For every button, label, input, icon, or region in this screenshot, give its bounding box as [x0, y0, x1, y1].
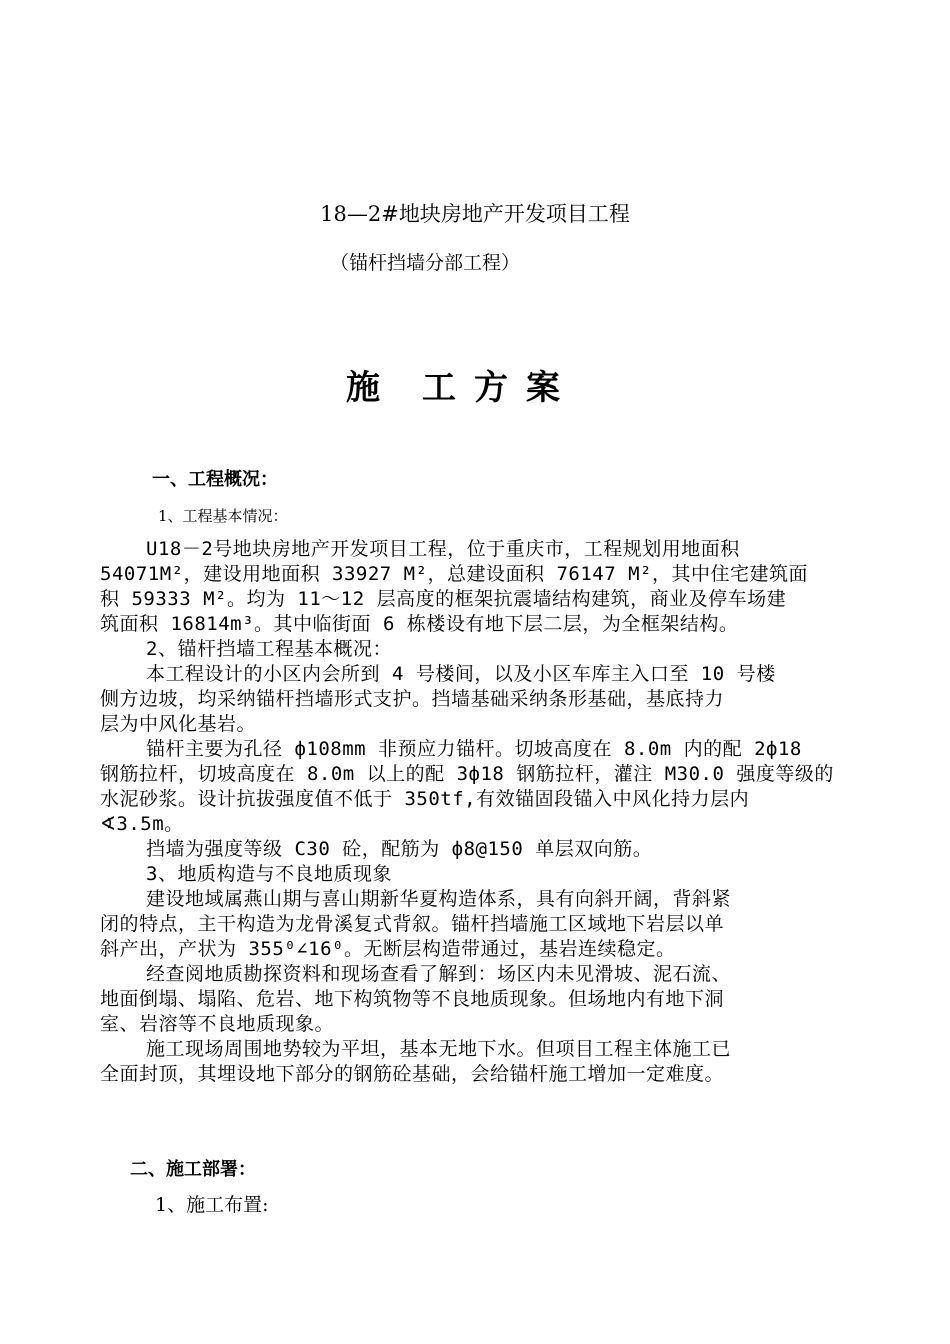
text-line: 施工现场周围地势较为平坦，基本无地下水。但项目工程主体施工已 [146, 1038, 732, 1060]
section-heading-overview: 一、工程概况： [152, 469, 278, 490]
subheading-basic-info: 1、工程基本情况： [158, 507, 288, 525]
text-line: 地面倒塌、塌陷、危岩、地下构筑物等不良地质现象。但场地内有地下洞 [100, 988, 725, 1010]
text-line: 挡墙为强度等级 C30 砼，配筋为 ф8@150 单层双向筋。 [146, 838, 653, 860]
document-title: 18—2#地块房地产开发项目工程 [320, 202, 630, 226]
text-line: 筑面积 16814m³。其中临街面 6 栋楼设有地下层二层，为全框架结构。 [100, 613, 739, 635]
text-line: 侧方边坡，均采纳锚杆挡墙形式支护。挡墙基础采纳条形基础，基底持力 [100, 688, 725, 710]
text-line: 2、锚杆挡墙工程基本概况： [146, 638, 392, 660]
text-line: 斜产出，产状为 355⁰∠16⁰。无断层构造带通过，基岩连续稳定。 [100, 938, 676, 960]
main-title-char: 方 [474, 368, 510, 408]
document-subtitle: （锚杆挡墙分部工程） [330, 252, 521, 274]
text-line: 室、岩溶等不良地质现象。 [100, 1013, 335, 1035]
text-line: 闭的特点，主干构造为龙骨溪复式背叙。锚杆挡墙施工区域地下岩层以单 [100, 913, 725, 935]
text-line: 本工程设计的小区内会所到 4 号楼间，以及小区车库主入口至 10 号楼 [146, 663, 776, 685]
text-line: 钢筋拉杆，切坡高度在 8.0m 以上的配 3ф18 钢筋拉杆，灌注 M30.0 强度等级的 [100, 763, 834, 785]
text-line: 层为中风化基岩。 [100, 713, 257, 735]
text-line: 54071M²，建设用地面积 33927 M²，总建设面积 76147 M²，其中住宅建筑面 [100, 563, 808, 585]
text-line: 全面封顶，其埋设地下部分的钢筋砼基础，会给锚杆施工增加一定难度。 [100, 1063, 725, 1085]
section-heading-deployment: 二、施工部署： [130, 1159, 256, 1180]
text-line: 3、地质构造与不良地质现象 [146, 863, 392, 885]
subheading-layout: 1、施工布置: [155, 1194, 269, 1216]
text-line: 锚杆主要为孔径 ф108mm 非预应力锚杆。切坡高度在 8.0m 内的配 2ф18 [146, 738, 802, 760]
text-line: U18－2号地块房地产开发项目工程，位于重庆市，工程规划用地面积 [146, 538, 740, 560]
text-line: ∢3.5m。 [100, 813, 184, 835]
text-line: 积 59333 M²。均为 11～12 层高度的框架抗震墙结构建筑，商业及停车场建 [100, 588, 787, 610]
overview-body [100, 537, 885, 1087]
text-line: 建设地域属燕山期与喜山期新华夏构造体系，具有向斜开阔，背斜紧 [146, 888, 732, 910]
main-title-char: 工 [422, 368, 458, 408]
main-title-char: 案 [526, 368, 562, 408]
text-line: 水泥砂浆。设计抗拔强度值不低于 350tf,有效锚固段锚入中风化持力层内 [100, 788, 750, 810]
text-line: 经查阅地质勘探资料和现场查看了解到：场区内未见滑坡、泥石流、 [146, 963, 732, 985]
main-title-char: 施 [346, 368, 382, 408]
main-title [346, 360, 562, 409]
